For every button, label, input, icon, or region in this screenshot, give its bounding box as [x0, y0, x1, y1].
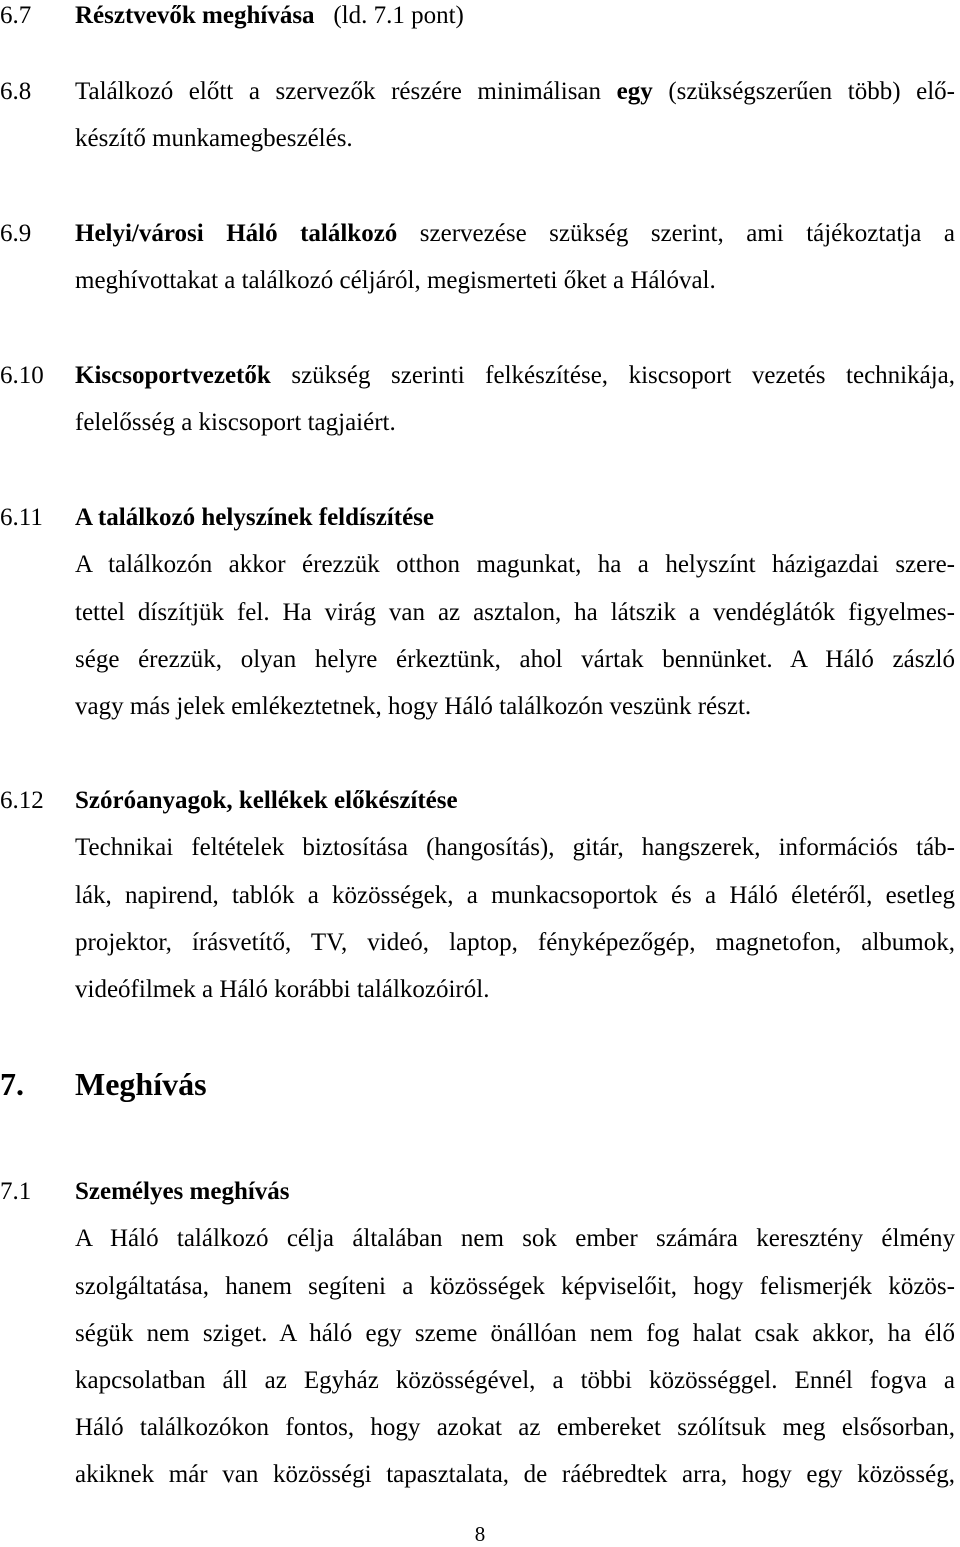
paragraph-line: A Háló találkozó célja általában nem sok ember számára keresztény élmény	[75, 1225, 955, 1252]
text-run: szükség szerinti felkészítése, kiscsoport vezetés technikája,	[270, 362, 955, 389]
section-number: 6.7	[0, 2, 32, 29]
paragraph-line: akiknek már van közösségi tapasztalata, de ráébredtek arra, hogy egy közösség,	[75, 1461, 955, 1488]
section-number: 6.9	[0, 220, 32, 247]
paragraph-line: szolgáltatása, hanem segíteni a közösségek képviselőit, hogy felismerjék közös-	[75, 1273, 955, 1300]
paragraph-line	[75, 220, 955, 248]
chapter-number: 7.	[0, 1066, 24, 1102]
section-title: Résztvevők meghívása	[75, 2, 315, 29]
section-number: 6.8	[0, 78, 32, 105]
paragraph-line: tettel díszítjük fel. Ha virág van az asztalon, ha látszik a vendéglátók figyelmes-	[75, 599, 955, 626]
bold-text: Helyi/városi Háló találkozó	[75, 220, 398, 247]
paragraph-line: Háló találkozókon fontos, hogy azokat az embereket szólítsuk meg elsősorban,	[75, 1414, 955, 1441]
cross-reference: (ld. 7.1 pont)	[333, 2, 464, 29]
text-run: szervezése szükség szerint, ami tájékoztatja a	[397, 220, 955, 247]
section-number: 7.1	[0, 1178, 32, 1205]
bold-text: Kiscsoportvezetők	[75, 362, 271, 389]
section-title: Személyes meghívás	[75, 1178, 290, 1205]
page-number: 8	[474, 1522, 486, 1546]
paragraph-line: kapcsolatban áll az Egyház közösségével, a többi közösséggel. Ennél fogva a	[75, 1367, 955, 1394]
section-number: 6.11	[0, 504, 43, 531]
text-run: Találkozó előtt a szervezők részére minimálisan	[75, 78, 617, 105]
chapter-title: Meghívás	[75, 1066, 207, 1102]
paragraph-line: ségük nem sziget. A háló egy szeme önállóan nem fog halat csak akkor, ha élő	[75, 1320, 955, 1347]
paragraph-line: meghívottakat a találkozó céljáról, megismerteti őket a Hálóval.	[75, 267, 716, 294]
section-title: A találkozó helyszínek feldíszítése	[75, 504, 434, 531]
paragraph-line: sége érezzük, olyan helyre érkeztünk, ahol vártak bennünket. A Háló zászló	[75, 646, 955, 673]
paragraph-line: felelősség a kiscsoport tagjaiért.	[75, 409, 396, 436]
text-run: (szükségszerűen több) elő-	[652, 78, 955, 105]
paragraph-line: lák, napirend, tablók a közösségek, a munkacsoportok és a Háló életéről, esetleg	[75, 882, 955, 909]
paragraph-line	[75, 78, 955, 106]
paragraph-line: videófilmek a Háló korábbi találkozóiról.	[75, 976, 490, 1003]
section-title: Szóróanyagok, kellékek előkészítése	[75, 787, 458, 814]
paragraph-line: vagy más jelek emlékeztetnek, hogy Háló találkozón veszünk részt.	[75, 693, 752, 720]
bold-text: egy	[616, 78, 653, 105]
section-number: 6.10	[0, 362, 44, 389]
paragraph-line	[75, 362, 955, 390]
section-heading-line	[75, 2, 464, 30]
paragraph-line: projektor, írásvetítő, TV, videó, laptop, fényképezőgép, magnetofon, albumok,	[75, 929, 955, 956]
section-number: 6.12	[0, 787, 44, 814]
paragraph-line: A találkozón akkor érezzük otthon magunkat, ha a helyszínt házigazdai szere-	[75, 551, 955, 578]
paragraph-line: Technikai feltételek biztosítása (hangosítás), gitár, hangszerek, információs táb-	[75, 834, 955, 861]
paragraph-line: készítő munkamegbeszélés.	[75, 125, 353, 152]
